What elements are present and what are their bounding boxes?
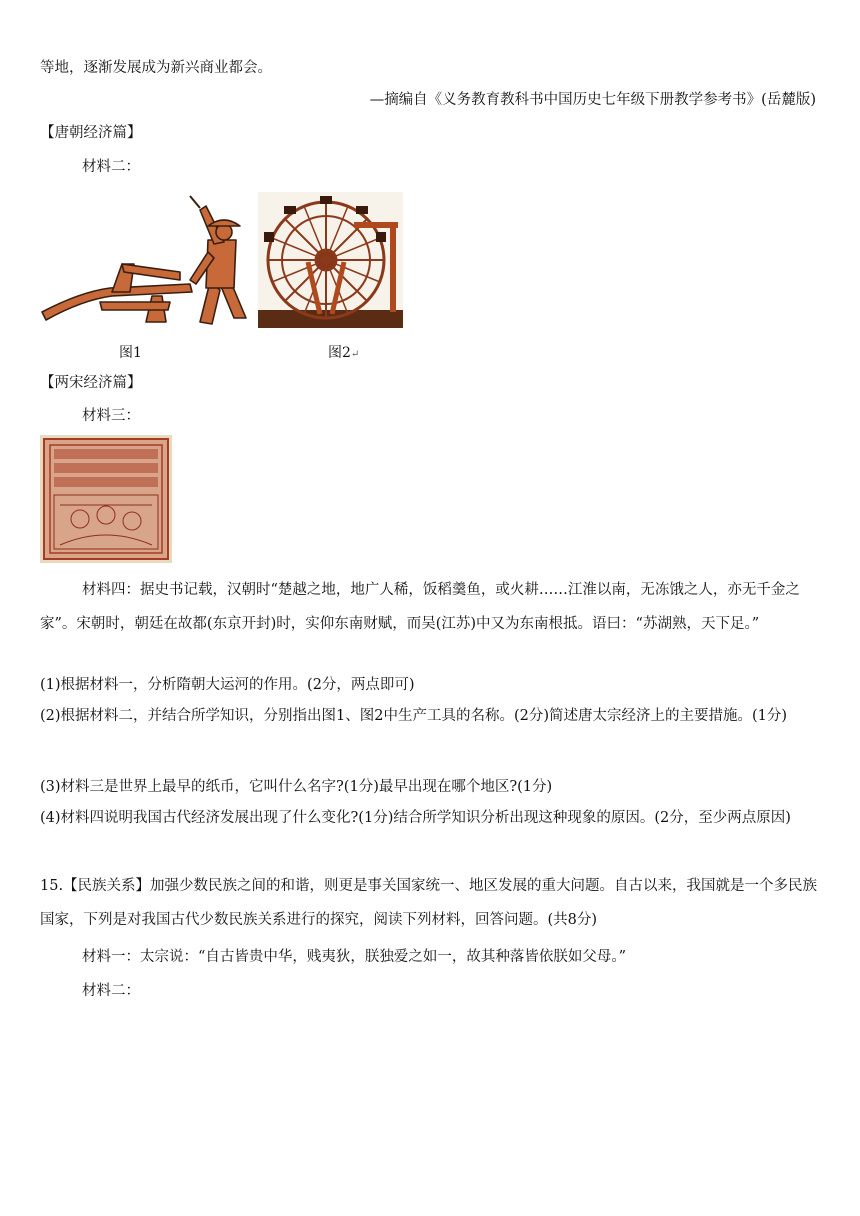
- q15-material-one: 材料一：太宗说：“自古皆贵中华，贱夷狄，朕独爱之如一，故其种落皆依朕如父母。”: [82, 949, 627, 965]
- banknote-print-icon: [40, 435, 172, 563]
- question-4: (4)材料四说明我国古代经济发展出现了什么变化?(1分)结合所学知识分析出现这种现象的原因。(2分，至少两点原因): [40, 810, 791, 826]
- question-15-intro: 15.【民族关系】加强少数民族之间的和谐，则更是事关国家统一、地区发展的重大问题。自古以来，我国就是一个多民族国家，下列是对我国古代少数民族关系进行的探究，阅读下列材料，回答问题。(共8分): [40, 878, 818, 928]
- material-three-label: 材料三：: [82, 408, 140, 424]
- section-heading-song: 【两宋经济篇】: [40, 375, 142, 391]
- figure-2-caption: 图2↵: [328, 345, 360, 361]
- figure-2-waterwheel-photo: [258, 192, 403, 328]
- question-1: (1)根据材料一，分析隋朝大运河的作用。(2分，两点即可): [40, 677, 415, 693]
- material-four-paragraph: 材料四：据史书记载，汉朝时“楚越之地，地广人稀，饭稻羹鱼，或火耕……江淮以南，无冻饿之人，亦无千金之家”。宋朝时，朝廷在故都(东京开封)时，实仰东南财赋，而吴(江苏)中又为东南根抵。语曰：“苏湖熟，天下足。”: [40, 582, 800, 632]
- water-wheel-icon: [258, 192, 403, 328]
- section-heading-tang: 【唐朝经济篇】: [40, 125, 142, 141]
- banknote-jiaozi-image: [40, 435, 172, 563]
- source-citation: —摘编自《义务教育教科书中国历史七年级下册教学参考书》(岳麓版): [369, 92, 816, 108]
- figure-1-plow-illustration: [40, 192, 250, 330]
- q15-material-two-label: 材料二：: [82, 983, 140, 999]
- question-2: (2)根据材料二，并结合所学知识，分别指出图1、图2中生产工具的名称。(2分)简述唐太宗经济上的主要措施。(1分): [40, 708, 788, 724]
- plow-farmer-icon: [40, 192, 250, 330]
- figure-1-caption: 图1: [119, 345, 142, 361]
- material-two-label: 材料二：: [82, 159, 140, 175]
- return-mark-icon: ↵: [350, 349, 360, 360]
- paragraph-continuation: 等地，逐渐发展成为新兴商业都会。: [40, 60, 272, 76]
- question-3: (3)材料三是世界上最早的纸币，它叫什么名字?(1分)最早出现在哪个地区?(1分): [40, 779, 553, 795]
